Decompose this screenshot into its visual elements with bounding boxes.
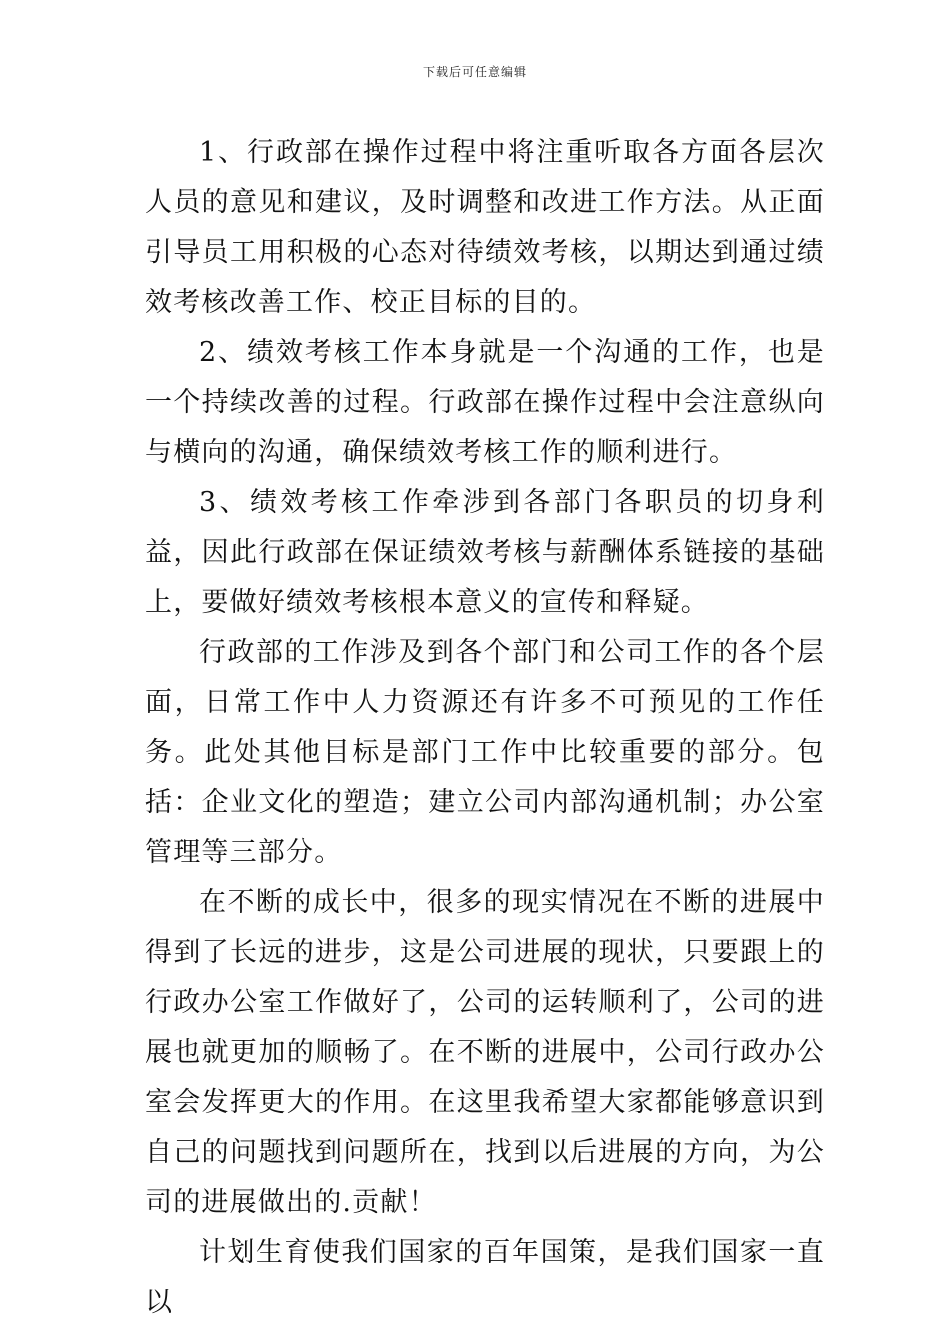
page-header-note: 下载后可任意编辑 [422,65,527,79]
paragraph-1: 1、行政部在操作过程中将注重听取各方面各层次人员的意见和建议，及时调整和改进工作方法。从正面引导员工用积极的心态对待绩效考核，以期达到通过绩效考核改善工作、校正目标的目的。 [145,137,825,318]
paragraph-3: 3、绩效考核工作牵涉到各部门各职员的切身利益，因此行政部在保证绩效考核与薪酬体系链接的基础上，要做好绩效考核根本意义的宣传和释疑。 [145,487,825,618]
document-body [145,128,825,1328]
paragraph-2: 2、绩效考核工作本身就是一个沟通的工作，也是一个持续改善的过程。行政部在操作过程中会注意纵向与横向的沟通，确保绩效考核工作的顺利进行。 [145,337,825,468]
paragraph-6: 计划生育使我们国家的百年国策，是我们国家一直以 [145,1237,825,1318]
paragraph-5: 在不断的成长中，很多的现实情况在不断的进展中得到了长远的进步，这是公司进展的现状，只要跟上的行政办公室工作做好了，公司的运转顺利了，公司的进展也就更加的顺畅了。在不断的进展中，公司行政办公室会发挥更大的作用。在这里我希望大家都能够意识到自己的问题找到问题所在，找到以后进展的方向，为公司的进展做出的.贡献！ [145,887,825,1218]
paragraph-4: 行政部的工作涉及到各个部门和公司工作的各个层面，日常工作中人力资源还有许多不可预见的工作任务。此处其他目标是部门工作中比较重要的部分。包括：企业文化的塑造；建立公司内部沟通机制；办公室管理等三部分。 [145,637,825,868]
